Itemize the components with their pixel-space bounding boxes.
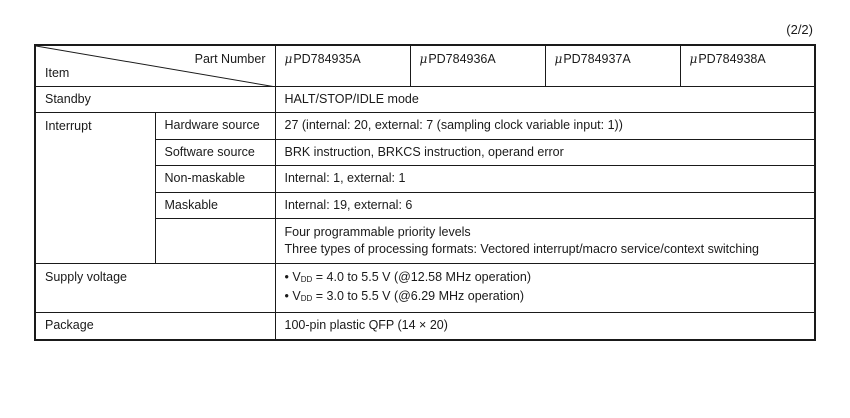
- interrupt-label: Interrupt: [35, 112, 155, 263]
- vdd-symbol: V: [292, 288, 301, 303]
- package-row: [35, 312, 815, 340]
- part-number-label: Part Number: [194, 52, 266, 66]
- package-label: Package: [35, 312, 275, 340]
- vdd-subscript: DD: [300, 274, 313, 284]
- maskable-detail-value: [275, 218, 815, 263]
- non-maskable-value: Internal: 1, external: 1: [275, 165, 815, 192]
- mu-symbol: μ: [554, 52, 563, 66]
- supply-range-1: = 4.0 to 5.5 V (@12.58 MHz operation): [315, 269, 531, 284]
- header-corner-cell: [35, 45, 275, 86]
- item-label: Item: [45, 65, 70, 80]
- standby-label: Standby: [35, 86, 275, 112]
- supply-voltage-label: Supply voltage: [35, 263, 275, 312]
- maskable-label: Maskable: [155, 192, 275, 218]
- software-source-value: BRK instruction, BRKCS instruction, operand error: [275, 139, 815, 165]
- supply-voltage-row: [35, 263, 815, 312]
- spec-table: [34, 44, 816, 341]
- standby-value: HALT/STOP/IDLE mode: [275, 86, 815, 112]
- vdd-subscript: DD: [300, 293, 313, 303]
- hardware-source-label: Hardware source: [155, 112, 275, 139]
- processing-formats-text: Three types of processing formats: Vectored interrupt/macro service/context switching: [284, 241, 760, 256]
- part-header-3: [545, 45, 680, 86]
- hardware-source-value: 27 (internal: 20, external: 7 (sampling clock variable input: 1)): [275, 112, 815, 139]
- bullet: •: [284, 269, 289, 284]
- supply-item-1: [285, 269, 815, 288]
- bullet: •: [284, 288, 289, 303]
- supply-voltage-value: [275, 263, 815, 312]
- mu-symbol: μ: [419, 52, 428, 66]
- mu-symbol: μ: [689, 52, 698, 66]
- vdd-symbol: V: [292, 269, 301, 284]
- standby-row: [35, 86, 815, 112]
- part-header-1: [275, 45, 410, 86]
- package-value: 100-pin plastic QFP (14 × 20): [275, 312, 815, 340]
- part-header-4: [680, 45, 815, 86]
- non-maskable-label: Non-maskable: [155, 165, 275, 192]
- header-row: [35, 45, 815, 86]
- supply-item-2: [285, 288, 815, 307]
- part-number: PD784938A: [698, 52, 766, 66]
- priority-levels-text: Four programmable priority levels: [284, 224, 471, 239]
- interrupt-hardware-row: [35, 112, 815, 139]
- maskable-value: Internal: 19, external: 6: [275, 192, 815, 218]
- supply-range-2: = 3.0 to 5.5 V (@6.29 MHz operation): [315, 288, 525, 303]
- part-number: PD784937A: [563, 52, 631, 66]
- part-number: PD784936A: [428, 52, 496, 66]
- maskable-label-continued: [155, 218, 275, 263]
- page-indicator: (2/2): [786, 22, 813, 37]
- part-number: PD784935A: [293, 52, 361, 66]
- mu-symbol: μ: [284, 52, 293, 66]
- software-source-label: Software source: [155, 139, 275, 165]
- part-header-2: [410, 45, 545, 86]
